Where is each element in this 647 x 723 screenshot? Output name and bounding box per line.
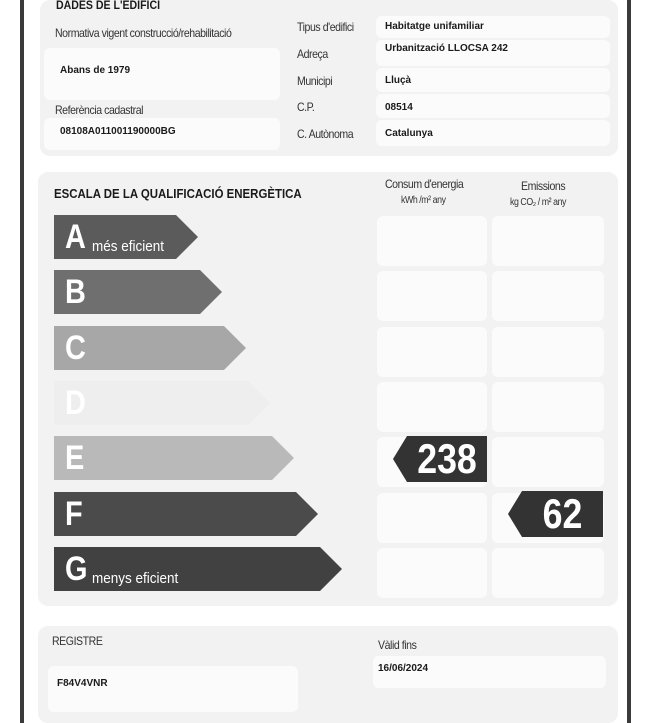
address-value: Urbanització LLOCSA 242 xyxy=(385,43,508,54)
regulation-label: Normativa vigent construcció/rehabilitació xyxy=(55,26,232,40)
emissions-value: 62 xyxy=(542,490,583,537)
class-letter: E xyxy=(65,439,85,477)
class-note: més eficient xyxy=(92,238,165,255)
class-arrow-b xyxy=(54,270,222,314)
building-section-title: DADES DE L'EDIFICI xyxy=(56,0,161,12)
community-label: C. Autònoma xyxy=(297,127,354,141)
emissions-cell xyxy=(492,382,604,432)
emissions-cell xyxy=(492,437,604,487)
consumption-cell xyxy=(377,382,487,432)
class-arrow-shape xyxy=(54,436,294,480)
class-arrow-e xyxy=(54,436,294,480)
class-letter: C xyxy=(65,329,86,367)
registry-label: REGISTRE xyxy=(52,634,103,648)
consumption-cell xyxy=(377,548,487,598)
consumption-cell xyxy=(377,216,487,266)
consumption-unit: kWh /m² any xyxy=(401,195,446,206)
class-arrow-shape xyxy=(54,492,318,536)
class-letter: A xyxy=(65,218,86,256)
type-value: Habitatge unifamiliar xyxy=(385,21,484,32)
municipality-value: Lluçà xyxy=(385,75,412,86)
cadastral-label: Referència cadastral xyxy=(55,103,144,117)
page-border-left xyxy=(20,0,24,723)
address-label: Adreça xyxy=(297,47,328,61)
class-letter: G xyxy=(65,550,88,588)
postcode-value: 08514 xyxy=(385,102,413,113)
consumption-value: 238 xyxy=(417,435,477,482)
valid-label: Vàlid fins xyxy=(378,638,417,652)
page-border-right xyxy=(627,0,631,723)
municipality-label: Municipi xyxy=(297,74,333,88)
emissions-cell xyxy=(492,548,604,598)
valid-value: 16/06/2024 xyxy=(378,663,429,674)
consumption-cell xyxy=(377,327,487,377)
class-arrow-a xyxy=(54,215,198,259)
registry-box xyxy=(48,666,298,712)
emissions-cell xyxy=(492,271,604,321)
emissions-cell xyxy=(492,327,604,377)
class-arrow-c xyxy=(54,326,246,370)
class-arrow-g xyxy=(54,547,342,591)
consumption-indicator xyxy=(393,436,487,482)
type-label: Tipus d'edifici xyxy=(297,20,354,34)
consumption-cell xyxy=(377,271,487,321)
class-letter: B xyxy=(65,273,86,311)
regulation-value: Abans de 1979 xyxy=(60,65,131,76)
emissions-indicator xyxy=(508,491,603,537)
class-note: menys eficient xyxy=(92,570,179,587)
postcode-label: C.P. xyxy=(297,100,315,114)
community-value: Catalunya xyxy=(385,128,433,139)
registry-card xyxy=(38,626,618,723)
emissions-cell xyxy=(492,216,604,266)
class-letter: D xyxy=(65,384,86,422)
emissions-unit: kg CO₂ / m² any xyxy=(510,197,566,208)
scale-title: ESCALA DE LA QUALIFICACIÓ ENERGÈTICA xyxy=(54,186,302,201)
registry-value: F84V4VNR xyxy=(57,678,108,689)
cadastral-value: 08108A011001190000BG xyxy=(60,126,176,137)
class-letter: F xyxy=(65,495,83,533)
consumption-cell xyxy=(377,493,487,543)
emissions-header: Emissions xyxy=(521,179,566,193)
class-arrow-d xyxy=(54,381,270,425)
class-arrow-shape xyxy=(54,381,270,425)
class-arrow-f xyxy=(54,492,318,536)
consumption-header: Consum d'energia xyxy=(385,177,464,191)
